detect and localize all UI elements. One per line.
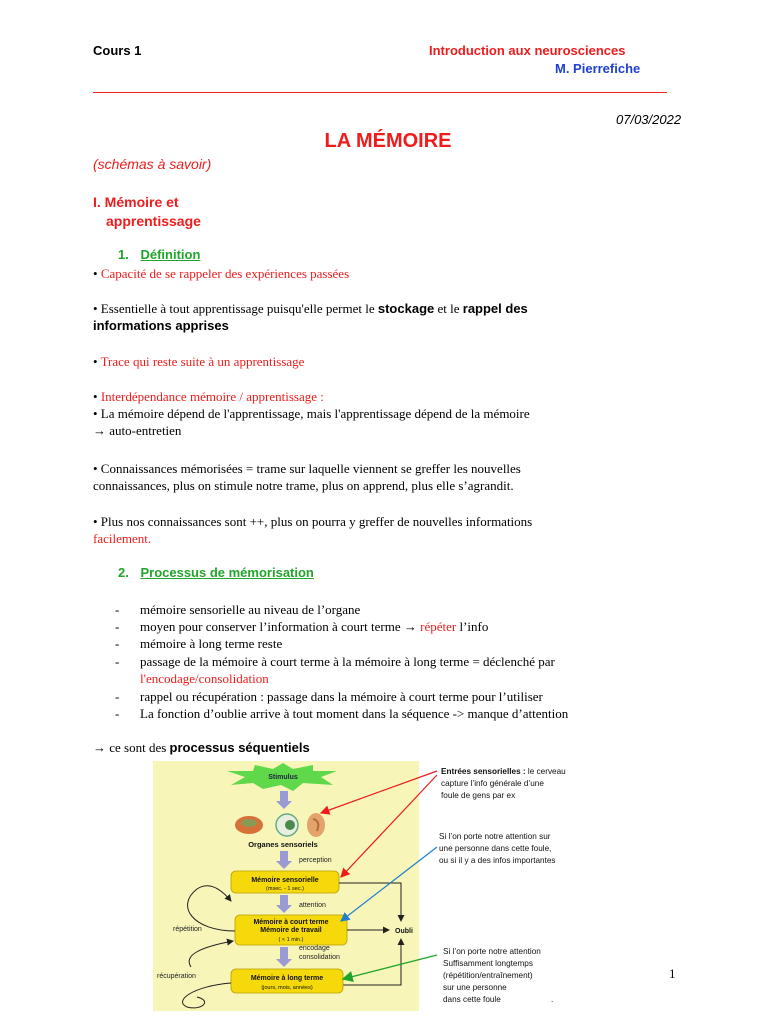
header-divider: [93, 92, 667, 93]
note-2-line-3: ou si il y a des infos importantes: [439, 856, 556, 865]
note-1-line-1: [441, 767, 566, 776]
perception-label: perception: [299, 857, 332, 864]
page-number: 1: [669, 966, 676, 981]
sensory-memory-duration: (msec. - 1 sec.): [266, 886, 304, 892]
definition-bullet-6: [93, 513, 532, 547]
author-name: M. Pierrefiche: [555, 61, 641, 76]
text: → ce sont des: [93, 740, 170, 755]
note-3-line-6: .: [551, 995, 554, 1004]
definition-text: Interdépendance mémoire / apprentissage :: [100, 389, 324, 404]
dash: -: [115, 619, 120, 634]
note-3-line-1: Si l’on porte notre attention: [443, 947, 541, 956]
note-2-line-1: Si l’on porte notre attention sur: [439, 832, 551, 841]
subsection-label: Processus de mémorisation: [140, 565, 314, 580]
short-term-memory-duration: ( < 1 min.): [278, 937, 304, 943]
text: répéter: [420, 619, 457, 634]
long-term-memory-duration: (jours, mois, années): [261, 985, 313, 991]
organes-label: Organes sensoriels: [248, 840, 318, 849]
subsection-number: 2.: [118, 565, 129, 580]
bold-text: informations apprises: [93, 318, 229, 333]
text-line: • Plus nos connaissances sont ++, plus on pourra y greffer de nouvelles informations: [93, 514, 533, 529]
recuperation-label: récupération: [157, 973, 196, 980]
annotation-notes: [439, 767, 566, 1004]
repetition-label: répétition: [173, 926, 202, 933]
text: l’info: [456, 619, 489, 634]
definition-bullet-4: [93, 388, 530, 439]
definition-bullet-1: [93, 265, 349, 282]
definition-bullet-3: [93, 353, 304, 370]
subsection-heading-definition: [118, 247, 200, 262]
list-text: La fonction d’oublie arrive à tout moment dans la séquence -> manque d’attention: [140, 706, 569, 721]
text-line: facilement.: [93, 531, 152, 546]
working-memory-label: Mémoire de travail: [260, 927, 322, 934]
bold-text: rappel des: [462, 301, 528, 316]
text: moyen pour conserver l’information à court terme →: [140, 619, 421, 634]
definition-bullet-2: [93, 300, 528, 334]
section-heading-line1: I. Mémoire et: [93, 194, 179, 210]
note-1-line-2: capture l’info générale d’une: [441, 779, 544, 788]
bullet-icon: •: [93, 389, 98, 404]
course-label: Cours 1: [93, 43, 142, 58]
dash: -: [115, 689, 120, 704]
long-term-memory-label: Mémoire à long terme: [250, 975, 324, 982]
dash: -: [115, 636, 120, 651]
note-bold: Entrées sensorielles :: [441, 767, 526, 776]
page-subtitle: (schémas à savoir): [93, 156, 212, 172]
bold-text: processus séquentiels: [169, 740, 310, 755]
dash: -: [115, 602, 120, 617]
note-3-line-5: dans cette foule: [443, 995, 501, 1004]
text-line: • Connaissances mémorisées = trame sur laquelle viennent se greffer les nouvelles: [93, 461, 521, 476]
list-text: mémoire sensorielle au niveau de l’organe: [140, 602, 361, 617]
oubli-label: Oubli: [395, 928, 413, 935]
sensory-memory-label: Mémoire sensorielle: [251, 877, 319, 884]
stimulus-label: Stimulus: [268, 774, 298, 781]
subsection-label: Définition: [140, 247, 201, 262]
list-text: l'encodage/consolidation: [140, 671, 269, 686]
section-heading-line2: apprentissage: [106, 213, 201, 229]
list-text: passage de la mémoire à court terme à la mémoire à long terme = déclenché par: [140, 654, 555, 669]
encodage-label: encodage: [299, 945, 330, 952]
bullet-icon: •: [93, 354, 98, 369]
dash: -: [115, 654, 120, 669]
section-heading: [93, 193, 201, 231]
ear-icon: [307, 813, 325, 837]
note-3-line-3: (répétition/entraînement): [443, 971, 533, 980]
text-line: connaissances, plus on stimule notre trame, plus on apprend, plus elle s’agrandit.: [93, 478, 514, 493]
bold-text: stockage: [377, 301, 435, 316]
memory-process-diagram: [153, 761, 589, 1011]
definition-text: Trace qui reste suite à un apprentissage: [100, 354, 305, 369]
definition-text: Capacité de se rappeler des expériences passées: [100, 266, 350, 281]
dash: -: [115, 706, 120, 721]
subsection-heading-processus: [118, 565, 314, 580]
note-text: le cerveau: [525, 767, 566, 776]
list-text: [140, 618, 488, 635]
list-text: mémoire à long terme reste: [140, 636, 283, 651]
document-date: 07/03/2022: [616, 112, 682, 127]
note-3-line-4: sur une personne: [443, 983, 507, 992]
page-title: LA MÉMOIRE: [324, 130, 452, 152]
note-1-line-3: foule de gens par ex: [441, 791, 516, 800]
course-title: Introduction aux neurosciences: [429, 43, 626, 58]
subsection-number: 1.: [118, 247, 129, 262]
bullet-icon: •: [93, 266, 98, 281]
list-text: rappel ou récupération : passage dans la mémoire à court terme pour l’utiliser: [140, 689, 543, 704]
hand-icon-detail: [241, 819, 257, 827]
text: et le: [434, 301, 463, 316]
short-term-memory-label: Mémoire à court terme: [253, 919, 329, 926]
consolidation-label: consolidation: [299, 954, 340, 961]
definition-bullet-5: [93, 460, 521, 494]
conclusion: [93, 739, 310, 756]
note-3-line-2: Suffisamment longtemps: [443, 959, 533, 968]
attention-label: attention: [299, 902, 326, 909]
eye-iris-icon: [285, 820, 295, 830]
text-line: • La mémoire dépend de l'apprentissage, mais l'apprentissage dépend de la mémoire: [93, 406, 530, 421]
note-2-line-2: une personne dans cette foule,: [439, 844, 552, 853]
text: • Essentielle à tout apprentissage puisqu'elle permet le: [93, 301, 378, 316]
text-line: → auto-entretien: [93, 423, 182, 438]
